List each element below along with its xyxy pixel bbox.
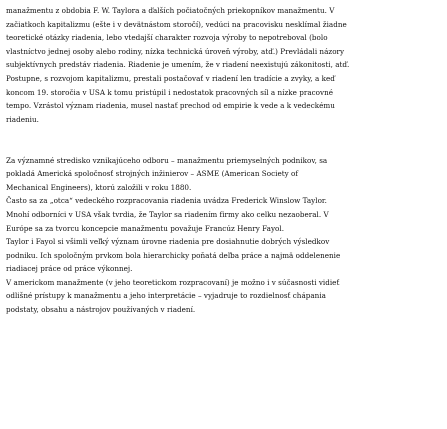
text-line: tempo. Vzrástol význam riadenia, musel nastať prechod od empirie k vede a k vedeckému: [6, 101, 335, 111]
text-line: Postupne, s rozvojom kapitalizmu, prestali postačovať v riadení len tradície a zvyky, a keď: [6, 73, 335, 83]
text-line: Za významné stredisko vznikajúceho odboru – manažmentu priemyselných podnikov, sa: [6, 155, 328, 165]
paragraph-gap: [6, 126, 440, 140]
paragraph-taylor-era: [6, 4, 440, 126]
text-line: podniku. Ich spoločným prvkom bola hierarchicky poňatá deľba práce a najmä oddelenenie: [6, 250, 341, 260]
text-line: pokladá Americká spoločnosť strojných inžinierov – ASME (American Society of: [6, 169, 299, 179]
text-line: teoretické otázky riadenia, lebo vtedajší charakter rozvoja výroby to nepotreboval (bolo: [6, 33, 328, 43]
text-line: Často sa za „otca“ vedeckého rozpracovania riadenia uvádza Frederick Winslow Taylor.: [6, 196, 327, 206]
text-line: Mnohí odborníci v USA však tvrdia, že Taylor sa riadením firmy ako celku nezaoberal. V: [6, 209, 329, 219]
text-line: začiatkoch kapitalizmu (ešte i v devätnástom storočí), vedúci na pracovisku nesklímal žiadne: [6, 19, 347, 29]
text-line: manažmentu z obdobia F. W. Taylora a ďalších počiatočných priekopníkov manažmentu. V: [6, 6, 335, 15]
text-line: Európe sa za tvorcu koncepcie manažmentu považuje Francúz Henry Fayol.: [6, 223, 285, 233]
text-line: koncom 19. storočia v USA k tomu pristúpil i nedostatok pracovných síl a nízke pracovné: [6, 87, 334, 97]
text-line: subjektívnych predstáv riadenia. Riadenie je umením, že v riadení neexistujú zákonitosti, atď.: [6, 60, 350, 70]
text-line: riadiacej práce od práce výkonnej.: [6, 264, 133, 274]
text-line: podstaty, obsahu a nástrojov používaných v riadení.: [6, 305, 196, 315]
paragraph-gap: [6, 140, 440, 154]
text-line: Mechanical Engineers), ktorú založili v roku 1880.: [6, 182, 192, 192]
text-line: riadeniu.: [6, 114, 39, 124]
text-line: odlišné prístupy k manažmentu a jeho interpretácie – vyjadruje to rozdielnosť chápania: [6, 291, 326, 301]
document-body: [6, 4, 440, 317]
text-line: vlastníctvo jednej osoby alebo rodiny, nízka technická úroveň výroby, atď.) Prevládali názory: [6, 46, 345, 56]
text-line: Taylor i Fayol si všimli veľký význam úrovne riadenia pre dosiahnutie dobrých výsledkov: [6, 237, 330, 247]
paragraph-asme-taylor-fayol: [6, 154, 440, 317]
text-line: V americkom manažmente (v jeho teoretickom rozpracovaní) je možno i v súčasnosti vidieť: [6, 277, 340, 287]
